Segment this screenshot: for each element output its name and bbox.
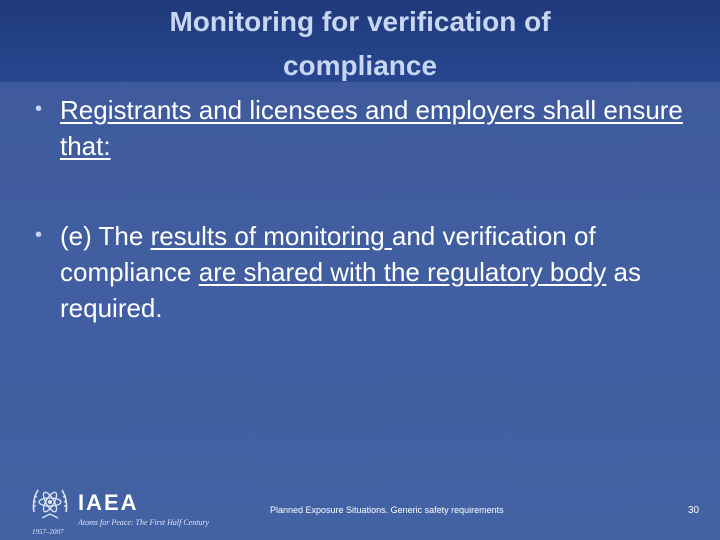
slide-title <box>60 0 660 88</box>
bullet-marker: • <box>35 224 43 246</box>
bullet-2-text-part-1: (e) The <box>60 221 151 251</box>
iaea-emblem-icon <box>28 482 72 526</box>
bullet-item-2 <box>35 218 700 326</box>
bullet-2-text-part-2: results of monitoring <box>150 221 392 251</box>
iaea-logo <box>28 482 228 540</box>
logo-wordmark: IAEA <box>78 490 139 515</box>
page-number: 30 <box>688 505 700 516</box>
logo-tagline: Atoms for Peace: The First Half Century <box>78 518 210 527</box>
bullet-1-text: Registrants and licensees and employers shall ensure that: <box>60 95 683 161</box>
title-line-1: Monitoring for verification of <box>169 6 551 37</box>
logo-years: 1957–2007 <box>32 528 64 536</box>
bullet-2-text-part-3: and verification of compliance <box>60 221 596 287</box>
bullet-2-text-part-5: as required. <box>60 257 641 323</box>
title-line-2: compliance <box>282 50 438 81</box>
bullet-list <box>35 92 700 326</box>
footer-caption: Planned Exposure Situations. Generic safety requirements <box>270 505 504 515</box>
bullet-2-text-part-4: are shared with the regulatory body <box>198 257 607 287</box>
bullet-marker: • <box>35 98 43 120</box>
bullet-item-1 <box>35 92 700 164</box>
